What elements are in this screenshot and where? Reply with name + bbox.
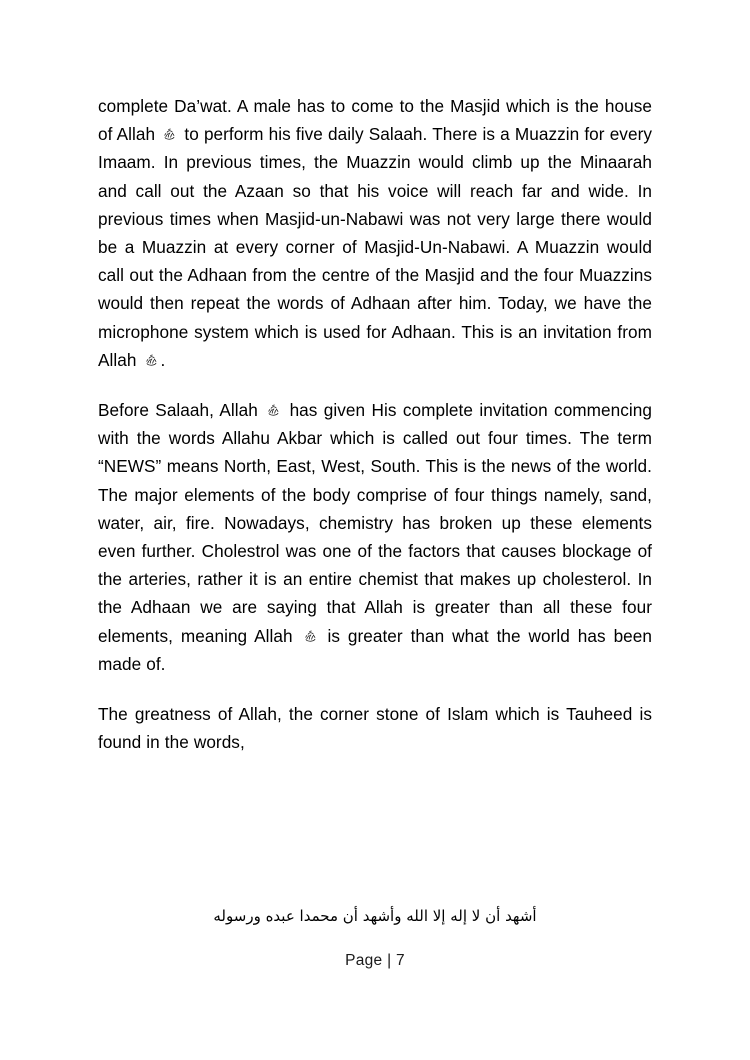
jalla-jalaluhu-ornament-icon	[266, 403, 281, 418]
paragraph-1: complete Da’wat. A male has to come to the Masjid which is the house of Allah to perform his five daily Salaah. There is a Muazzin for every Imaam. In previous times, the Muazzin would climb up the Minaarah and call out the Azaan so that his voice will reach far and wide. In previous times when Masjid-un-Nabawi was not very large there would be a Muazzin at every corner of Masjid-Un-Nabawi. A Muazzin would call out the Adhaan from the centre of the Masjid and the four Muazzins would then repeat the words of Adhaan after him. Today, we have the microphone system which is used for Adhaan. This is an invitation from Allah .	[98, 96, 652, 370]
page-number-footer: Page | 7	[345, 952, 405, 969]
jalla-jalaluhu-ornament-icon	[144, 353, 159, 368]
arabic-shahada-quote: أشهد أن لا إله إلا الله وأشهد أن محمدا عبده ورسوله	[213, 907, 537, 925]
page-body-text	[98, 92, 652, 756]
jalla-jalaluhu-ornament-icon	[162, 127, 177, 142]
paragraph-2: Before Salaah, Allah has given His complete invitation commencing with the words Allahu Akbar which is called out four times. The term “NEWS” means North, East, West, South. This is the news of the world. The major elements of the body comprise of four things namely, sand, water, air, fire. Nowadays, chemistry has broken up these elements even further. Cholestrol was one of the factors that causes blockage of the arteries, rather it is an entire chemist that makes up cholesterol. In the Adhaan we are saying that Allah is greater than all these four elements, meaning Allah is greater than what the world has been made of.	[98, 400, 653, 674]
jalla-jalaluhu-ornament-icon	[303, 629, 318, 644]
paragraph-3: The greatness of Allah, the corner stone of Islam which is Tauheed is found in the words,	[98, 704, 652, 753]
